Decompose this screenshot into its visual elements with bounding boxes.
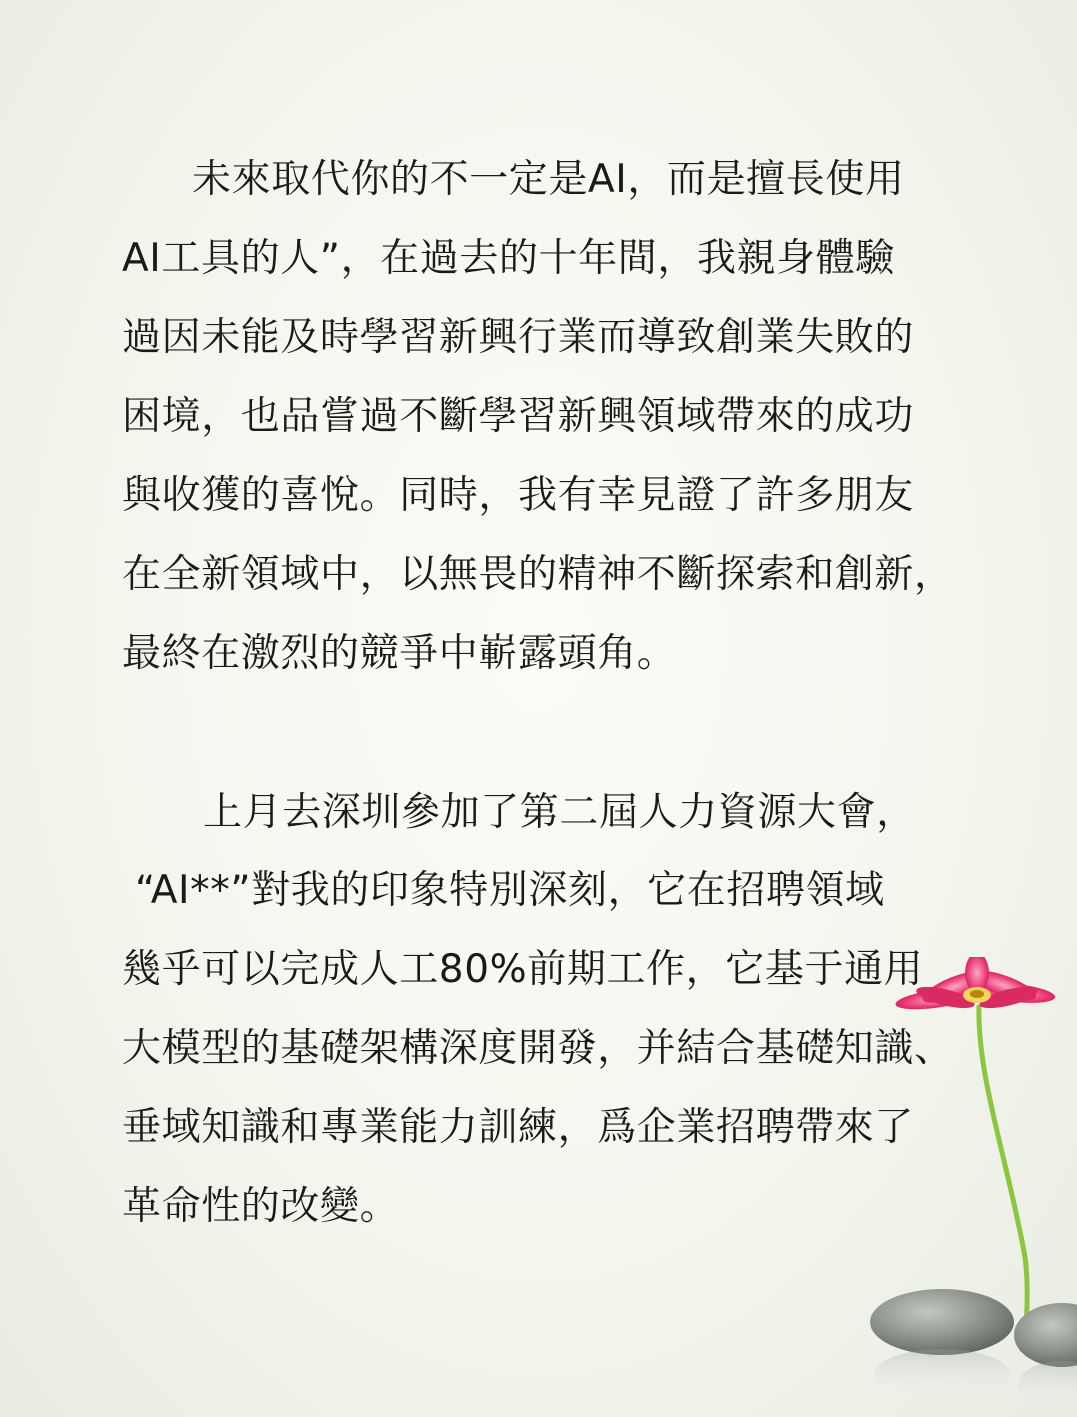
paragraph-2-line-2: “AI**”對我的印象特別深刻，它在招聘領域 xyxy=(135,868,885,913)
stone-icon xyxy=(870,1289,1014,1355)
stone-icon xyxy=(1014,1303,1077,1367)
paragraph-1-line-2: AI工具的人”，在過去的十年間，我親身體驗 xyxy=(122,236,895,281)
paragraph-1-line-7: 最終在激烈的競爭中嶄露頭角。 xyxy=(122,631,677,676)
flower-and-stones-icon xyxy=(857,957,1077,1417)
paragraph-2-line-6: 革命性的改變。 xyxy=(122,1184,400,1229)
paragraph-2-line-4: 大模型的基礎架構深度開發，并結合基礎知識、 xyxy=(122,1026,954,1071)
paragraph-1-line-5: 與收獲的喜悅。同時，我有幸見證了許多朋友 xyxy=(122,473,915,518)
flower-icon xyxy=(894,957,1056,1013)
paragraph-2-line-5: 垂域知識和專業能力訓練，爲企業招聘帶來了 xyxy=(122,1105,915,1150)
paragraph-2-line-3: 幾乎可以完成人工80%前期工作，它基于通用 xyxy=(122,947,924,992)
paragraph-1-line-1: 未來取代你的不一定是AI，而是擅長使用 xyxy=(192,157,905,202)
paragraph-2-line-1: 上月去深圳參加了第二屆人力資源大會， xyxy=(203,790,916,835)
paragraph-1-line-4: 困境，也品嘗過不斷學習新興領域帶來的成功 xyxy=(122,394,915,439)
paragraph-1-line-3: 過因未能及時學習新興行業而導致創業失敗的 xyxy=(122,315,915,360)
paragraph-1-line-6: 在全新領域中，以無畏的精神不斷探索和創新， xyxy=(122,552,954,597)
